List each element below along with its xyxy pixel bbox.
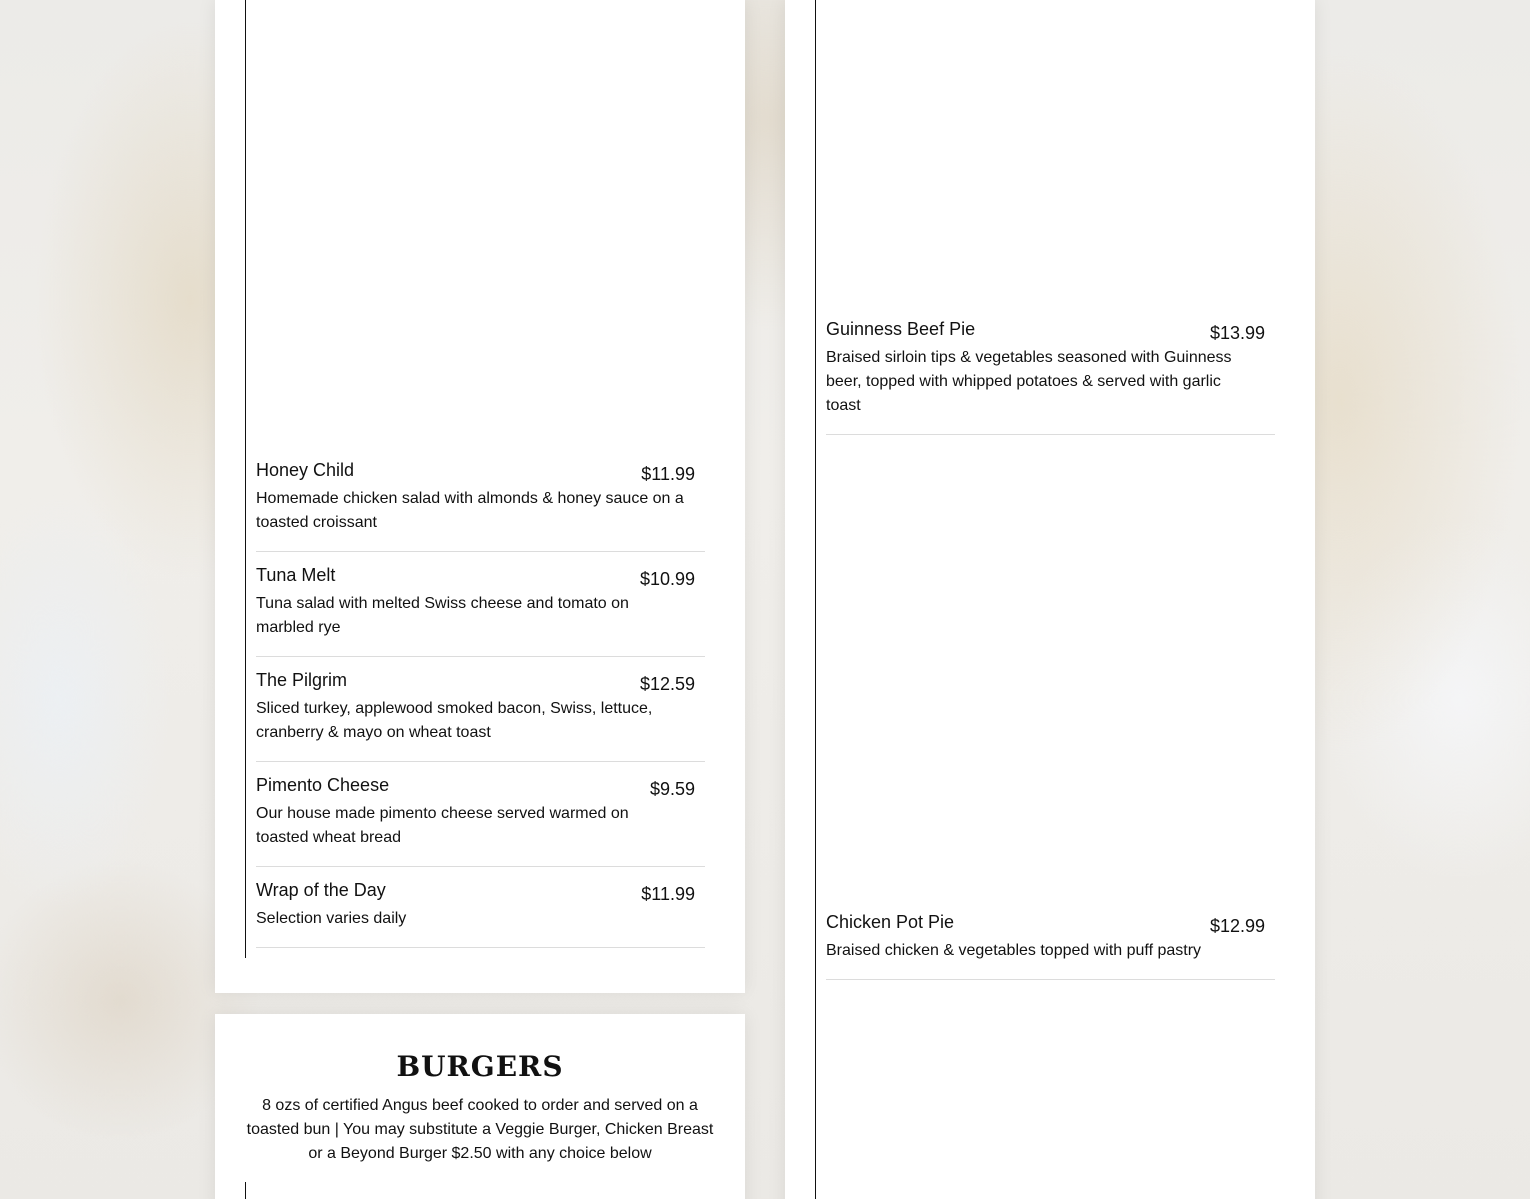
menu-item-description: Homemade chicken salad with almonds & honey sauce on a toasted croissant <box>256 490 684 531</box>
menu-item-name: Chicken Pot Pie <box>826 912 955 932</box>
menu-item-price: $10.99 <box>639 569 695 589</box>
menu-item-name: Pimento Cheese <box>256 775 390 795</box>
menu-item-description: Selection varies daily <box>256 910 407 927</box>
menu-item-price: $11.99 <box>641 464 695 484</box>
menu-item <box>256 878 705 948</box>
menu-item-description: Sliced turkey, applewood smoked bacon, Swiss, lettuce, cranberry & mayo on wheat toast <box>256 700 653 741</box>
menu-item-price: $12.99 <box>1209 916 1265 936</box>
menu-item <box>256 563 705 657</box>
menu-item-name: Guinness Beef Pie <box>826 319 976 339</box>
column-divider <box>815 0 816 1199</box>
section-description: 8 ozs of certified Angus beef cooked to order and served on a toasted bun | You may substitute a Veggie Burger, Chicken Breast or a Beyond Burger $2.50 with any choice below <box>246 1097 714 1162</box>
menu-item-price: $9.59 <box>649 779 695 799</box>
menu-item-name: The Pilgrim <box>256 670 348 690</box>
pies-menu-card <box>785 0 1315 1199</box>
menu-item-description: Braised sirloin tips & vegetables seasoned with Guinness beer, topped with whipped potatoes & served with garlic toast <box>826 349 1232 414</box>
column-divider <box>245 0 246 958</box>
column-divider <box>245 1182 246 1199</box>
menu-item <box>256 458 705 552</box>
menu-item-name: Honey Child <box>256 460 355 480</box>
menu-item-price: $13.99 <box>1209 323 1265 343</box>
menu-item-price: $11.99 <box>641 884 695 904</box>
menu-item-price: $12.59 <box>639 674 695 694</box>
burgers-section-card <box>215 1014 745 1199</box>
menu-item <box>256 668 705 762</box>
menu-item-name: Tuna Melt <box>256 565 336 585</box>
sandwich-menu-card <box>215 0 745 993</box>
menu-item <box>826 910 1275 980</box>
menu-item-description: Our house made pimento cheese served warmed on toasted wheat bread <box>256 805 629 846</box>
section-title: BURGERS <box>396 1050 564 1083</box>
menu-item-name: Wrap of the Day <box>256 880 386 900</box>
menu-item-description: Braised chicken & vegetables topped with puff pastry <box>826 942 1202 959</box>
menu-item-description: Tuna salad with melted Swiss cheese and tomato on marbled rye <box>256 595 629 636</box>
menu-item <box>826 317 1275 435</box>
menu-item <box>256 773 705 867</box>
